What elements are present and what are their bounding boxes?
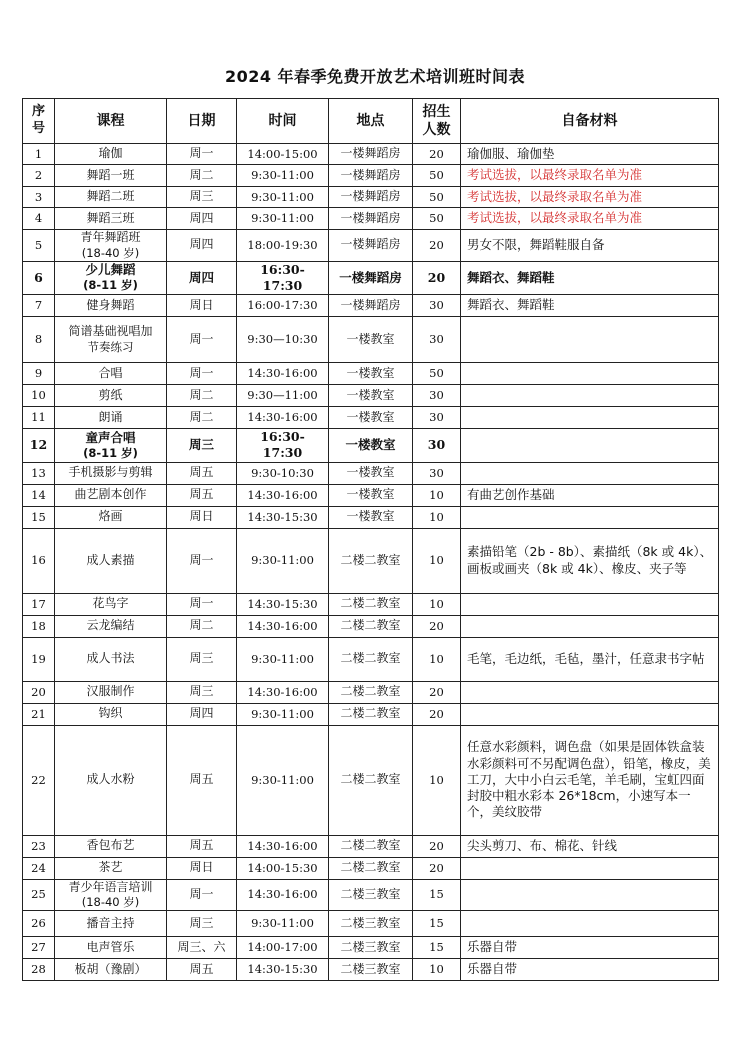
cell-materials — [461, 506, 719, 528]
header-place: 地点 — [329, 99, 413, 144]
cell-no: 9 — [23, 363, 55, 385]
cell-date: 周三 — [167, 187, 237, 208]
cell-no: 1 — [23, 144, 55, 165]
table-row — [23, 937, 719, 959]
cell-materials — [461, 703, 719, 725]
course-name: 青少年语言培训 — [68, 879, 153, 894]
table-row — [23, 484, 719, 506]
cell-date: 周三、六 — [167, 937, 237, 959]
cell-date: 周一 — [167, 317, 237, 363]
table-row — [23, 681, 719, 703]
cell-no: 25 — [23, 879, 55, 911]
cell-place: 一楼舞蹈房 — [329, 144, 413, 165]
cell-place: 二楼三教室 — [329, 937, 413, 959]
course-name: 健身舞蹈 — [86, 297, 135, 312]
course-name: 成人水粉 — [86, 772, 135, 787]
cell-course — [55, 317, 167, 363]
cell-date: 周三 — [167, 911, 237, 937]
cell-course — [55, 911, 167, 937]
cell-enroll: 20 — [413, 230, 461, 262]
cell-enroll: 30 — [413, 317, 461, 363]
table-row — [23, 959, 719, 981]
cell-no: 22 — [23, 725, 55, 835]
course-name: 云龙编结 — [86, 618, 135, 633]
cell-date: 周一 — [167, 879, 237, 911]
cell-course — [55, 615, 167, 637]
course-name: 合唱 — [98, 365, 123, 380]
course-name: 舞蹈一班 — [86, 167, 135, 182]
cell-place: 一楼舞蹈房 — [329, 165, 413, 187]
cell-course — [55, 528, 167, 593]
cell-time: 14:30-16:00 — [237, 879, 329, 911]
cell-date: 周一 — [167, 363, 237, 385]
cell-date: 周三 — [167, 681, 237, 703]
cell-no: 26 — [23, 911, 55, 937]
cell-no: 10 — [23, 385, 55, 407]
cell-date: 周二 — [167, 615, 237, 637]
cell-course — [55, 681, 167, 703]
cell-time: 14:30-15:30 — [237, 506, 329, 528]
cell-time: 16:30-17:30 — [237, 429, 329, 463]
table-row — [23, 725, 719, 835]
cell-date: 周二 — [167, 407, 237, 429]
cell-no: 24 — [23, 857, 55, 879]
course-name: 成人素描 — [86, 552, 135, 567]
cell-course — [55, 703, 167, 725]
course-name: 舞蹈三班 — [86, 210, 135, 225]
header-date: 日期 — [167, 99, 237, 144]
cell-no: 21 — [23, 703, 55, 725]
page-title: 2024 年春季免费开放艺术培训班时间表 — [224, 67, 526, 86]
cell-enroll: 20 — [413, 681, 461, 703]
table-row — [23, 879, 719, 911]
cell-course — [55, 879, 167, 911]
cell-materials: 瑜伽服、瑜伽垫 — [461, 144, 719, 165]
cell-date: 周一 — [167, 144, 237, 165]
cell-no: 20 — [23, 681, 55, 703]
cell-enroll: 10 — [413, 593, 461, 615]
cell-materials: 舞蹈衣、舞蹈鞋 — [461, 261, 719, 295]
header-time: 时间 — [237, 99, 329, 144]
table-row — [23, 385, 719, 407]
table-row — [23, 429, 719, 463]
cell-no: 5 — [23, 230, 55, 262]
cell-no: 18 — [23, 615, 55, 637]
cell-place: 二楼二教室 — [329, 681, 413, 703]
cell-place: 二楼二教室 — [329, 637, 413, 681]
course-name: 手机摄影与剪辑 — [68, 465, 153, 480]
cell-course — [55, 165, 167, 187]
cell-place: 二楼三教室 — [329, 879, 413, 911]
cell-enroll: 20 — [413, 144, 461, 165]
course-name: 曲艺剧本创作 — [74, 487, 147, 502]
header-row — [23, 99, 719, 144]
cell-place: 二楼二教室 — [329, 725, 413, 835]
cell-date: 周三 — [167, 637, 237, 681]
cell-date: 周五 — [167, 835, 237, 857]
cell-course — [55, 959, 167, 981]
course-name: 成人书法 — [86, 651, 135, 666]
cell-time: 9:30-11:00 — [237, 911, 329, 937]
cell-course — [55, 462, 167, 484]
course-name: 剪纸 — [98, 387, 123, 402]
cell-date: 周一 — [167, 528, 237, 593]
table-row — [23, 462, 719, 484]
table-row — [23, 528, 719, 593]
cell-no: 4 — [23, 208, 55, 230]
cell-enroll: 10 — [413, 506, 461, 528]
cell-time: 9:30—11:00 — [237, 385, 329, 407]
table-row — [23, 295, 719, 317]
cell-place: 一楼教室 — [329, 385, 413, 407]
header-materials: 自备材料 — [461, 99, 719, 144]
cell-time: 9:30-11:00 — [237, 725, 329, 835]
cell-time: 18:00-19:30 — [237, 230, 329, 262]
cell-date: 周五 — [167, 725, 237, 835]
cell-no: 13 — [23, 462, 55, 484]
table-row — [23, 407, 719, 429]
table-row — [23, 165, 719, 187]
cell-enroll: 30 — [413, 429, 461, 463]
cell-time: 14:30-16:00 — [237, 835, 329, 857]
cell-course — [55, 230, 167, 262]
cell-materials — [461, 462, 719, 484]
cell-no: 6 — [23, 261, 55, 295]
cell-place: 一楼舞蹈房 — [329, 208, 413, 230]
cell-enroll: 50 — [413, 363, 461, 385]
cell-course — [55, 835, 167, 857]
cell-materials: 素描铅笔（2b - 8b）、素描纸（8k 或 4k）、画板或画夹（8k 或 4k）、橡皮、夹子等 — [461, 528, 719, 593]
cell-no: 23 — [23, 835, 55, 857]
cell-date: 周二 — [167, 165, 237, 187]
table-row — [23, 911, 719, 937]
cell-course — [55, 725, 167, 835]
table-row — [23, 506, 719, 528]
course-name: 青年舞蹈班 — [80, 230, 141, 244]
cell-time: 14:00-17:00 — [237, 937, 329, 959]
header-enroll: 招生人数 — [413, 99, 461, 144]
cell-course — [55, 295, 167, 317]
course-subtitle: (8-11 岁) — [83, 445, 138, 460]
cell-date: 周五 — [167, 484, 237, 506]
cell-materials: 任意水彩颜料，调色盘（如果是固体铁盒装水彩颜料可不另配调色盘），铅笔，橡皮，美工刀，大中小白云毛笔，羊毛刷，宝虹四面封胶中粗水彩本 26*18cm，小速写本一个，美纹胶带 — [461, 725, 719, 835]
cell-no: 19 — [23, 637, 55, 681]
cell-date: 周五 — [167, 959, 237, 981]
table-row — [23, 208, 719, 230]
cell-course — [55, 484, 167, 506]
cell-materials: 尖头剪刀、布、棉花、针线 — [461, 835, 719, 857]
cell-materials — [461, 317, 719, 363]
course-name: 汉服制作 — [86, 684, 135, 699]
cell-date: 周日 — [167, 295, 237, 317]
cell-place: 一楼教室 — [329, 484, 413, 506]
cell-enroll: 20 — [413, 835, 461, 857]
cell-time: 9:30-11:00 — [237, 703, 329, 725]
cell-enroll: 50 — [413, 187, 461, 208]
cell-no: 2 — [23, 165, 55, 187]
cell-no: 15 — [23, 506, 55, 528]
cell-place: 一楼教室 — [329, 462, 413, 484]
cell-place: 一楼教室 — [329, 363, 413, 385]
cell-enroll: 10 — [413, 528, 461, 593]
table-row — [23, 317, 719, 363]
course-subtitle: (18-40 岁) — [81, 895, 140, 910]
cell-time: 9:30-10:30 — [237, 462, 329, 484]
course-name: 朗诵 — [98, 409, 123, 424]
cell-no: 11 — [23, 407, 55, 429]
table-row — [23, 230, 719, 262]
cell-no: 3 — [23, 187, 55, 208]
cell-time: 9:30-11:00 — [237, 208, 329, 230]
cell-place: 二楼二教室 — [329, 857, 413, 879]
cell-course — [55, 407, 167, 429]
header-no: 序号 — [23, 99, 55, 144]
cell-time: 16:00-17:30 — [237, 295, 329, 317]
cell-time: 9:30-11:00 — [237, 187, 329, 208]
table-row — [23, 363, 719, 385]
cell-course — [55, 857, 167, 879]
header-course: 课程 — [55, 99, 167, 144]
cell-place: 一楼教室 — [329, 506, 413, 528]
schedule-table — [22, 98, 719, 981]
cell-time: 14:00-15:30 — [237, 857, 329, 879]
cell-time: 14:30-16:00 — [237, 484, 329, 506]
cell-no: 7 — [23, 295, 55, 317]
course-name: 花鸟字 — [92, 596, 129, 611]
cell-place: 二楼二教室 — [329, 615, 413, 637]
cell-no: 17 — [23, 593, 55, 615]
cell-materials: 乐器自带 — [461, 937, 719, 959]
cell-enroll: 10 — [413, 484, 461, 506]
course-name: 茶艺 — [98, 860, 123, 875]
cell-materials — [461, 407, 719, 429]
cell-materials — [461, 879, 719, 911]
course-name: 瑜伽 — [98, 146, 123, 161]
cell-time: 9:30-11:00 — [237, 165, 329, 187]
cell-date: 周四 — [167, 208, 237, 230]
cell-date: 周二 — [167, 385, 237, 407]
cell-materials — [461, 385, 719, 407]
cell-materials: 男女不限，舞蹈鞋服自备 — [461, 230, 719, 262]
cell-place: 一楼舞蹈房 — [329, 187, 413, 208]
cell-place: 二楼三教室 — [329, 959, 413, 981]
cell-enroll: 10 — [413, 959, 461, 981]
cell-date: 周四 — [167, 261, 237, 295]
cell-course — [55, 506, 167, 528]
course-name: 电声管乐 — [86, 939, 135, 954]
cell-place: 一楼教室 — [329, 429, 413, 463]
cell-course — [55, 937, 167, 959]
cell-date: 周日 — [167, 506, 237, 528]
cell-enroll: 15 — [413, 879, 461, 911]
cell-date: 周四 — [167, 703, 237, 725]
table-row — [23, 637, 719, 681]
cell-materials: 考试选拔，以最终录取名单为准 — [461, 208, 719, 230]
cell-place: 一楼舞蹈房 — [329, 261, 413, 295]
cell-course — [55, 363, 167, 385]
cell-date: 周四 — [167, 230, 237, 262]
cell-place: 一楼舞蹈房 — [329, 295, 413, 317]
course-name: 板胡（豫剧） — [74, 961, 147, 976]
course-name: 钩织 — [98, 706, 123, 721]
cell-materials — [461, 593, 719, 615]
cell-time: 14:30-16:00 — [237, 363, 329, 385]
table-row — [23, 593, 719, 615]
cell-enroll: 10 — [413, 637, 461, 681]
table-row — [23, 261, 719, 295]
course-name: 简谱基础视唱加 — [68, 324, 153, 339]
cell-materials — [461, 681, 719, 703]
course-name: 舞蹈二班 — [86, 189, 135, 204]
table-row — [23, 703, 719, 725]
course-subtitle: (8-11 岁) — [83, 278, 138, 293]
cell-course — [55, 187, 167, 208]
cell-materials: 舞蹈衣、舞蹈鞋 — [461, 295, 719, 317]
cell-enroll: 20 — [413, 261, 461, 295]
cell-place: 二楼二教室 — [329, 593, 413, 615]
cell-enroll: 15 — [413, 911, 461, 937]
cell-time: 9:30—10:30 — [237, 317, 329, 363]
cell-enroll: 15 — [413, 937, 461, 959]
cell-time: 9:30-11:00 — [237, 637, 329, 681]
course-name: 烙画 — [98, 509, 123, 524]
cell-materials — [461, 857, 719, 879]
cell-course — [55, 429, 167, 463]
cell-time: 9:30-11:00 — [237, 528, 329, 593]
cell-date: 周五 — [167, 462, 237, 484]
cell-no: 12 — [23, 429, 55, 463]
cell-no: 8 — [23, 317, 55, 363]
cell-place: 一楼舞蹈房 — [329, 230, 413, 262]
course-name: 香包布艺 — [86, 838, 135, 853]
table-row — [23, 187, 719, 208]
table-row — [23, 144, 719, 165]
cell-materials — [461, 911, 719, 937]
cell-materials: 有曲艺创作基础 — [461, 484, 719, 506]
cell-enroll: 30 — [413, 462, 461, 484]
cell-course — [55, 261, 167, 295]
cell-time: 14:30-16:00 — [237, 407, 329, 429]
cell-materials: 乐器自带 — [461, 959, 719, 981]
course-name: 少儿舞蹈 — [85, 262, 136, 278]
cell-time: 14:30-16:00 — [237, 615, 329, 637]
cell-enroll: 20 — [413, 857, 461, 879]
cell-place: 二楼二教室 — [329, 835, 413, 857]
cell-place: 一楼教室 — [329, 407, 413, 429]
cell-time: 16:30-17:30 — [237, 261, 329, 295]
cell-date: 周日 — [167, 857, 237, 879]
cell-enroll: 30 — [413, 407, 461, 429]
cell-place: 二楼二教室 — [329, 528, 413, 593]
cell-enroll: 30 — [413, 385, 461, 407]
cell-materials — [461, 615, 719, 637]
cell-materials — [461, 429, 719, 463]
cell-no: 16 — [23, 528, 55, 593]
cell-materials: 考试选拔，以最终录取名单为准 — [461, 187, 719, 208]
cell-place: 二楼二教室 — [329, 703, 413, 725]
cell-no: 28 — [23, 959, 55, 981]
course-subtitle: (18-40 岁) — [81, 245, 140, 260]
cell-time: 14:30-15:30 — [237, 593, 329, 615]
cell-materials: 毛笔，毛边纸，毛毡，墨汁，任意隶书字帖 — [461, 637, 719, 681]
course-subtitle: 节奏练习 — [87, 339, 134, 354]
cell-enroll: 30 — [413, 295, 461, 317]
cell-time: 14:30-15:30 — [237, 959, 329, 981]
table-row — [23, 857, 719, 879]
cell-no: 14 — [23, 484, 55, 506]
cell-enroll: 10 — [413, 725, 461, 835]
cell-course — [55, 637, 167, 681]
cell-enroll: 20 — [413, 703, 461, 725]
cell-enroll: 20 — [413, 615, 461, 637]
course-name: 播音主持 — [86, 915, 135, 930]
cell-course — [55, 593, 167, 615]
cell-course — [55, 208, 167, 230]
cell-time: 14:00-15:00 — [237, 144, 329, 165]
cell-course — [55, 385, 167, 407]
cell-place: 一楼教室 — [329, 317, 413, 363]
table-row — [23, 615, 719, 637]
cell-course — [55, 144, 167, 165]
course-name: 童声合唱 — [85, 429, 136, 445]
table-row — [23, 835, 719, 857]
cell-materials — [461, 363, 719, 385]
cell-enroll: 50 — [413, 208, 461, 230]
cell-date: 周三 — [167, 429, 237, 463]
cell-time: 14:30-16:00 — [237, 681, 329, 703]
cell-place: 二楼三教室 — [329, 911, 413, 937]
cell-enroll: 50 — [413, 165, 461, 187]
cell-materials: 考试选拔，以最终录取名单为准 — [461, 165, 719, 187]
cell-no: 27 — [23, 937, 55, 959]
cell-date: 周一 — [167, 593, 237, 615]
